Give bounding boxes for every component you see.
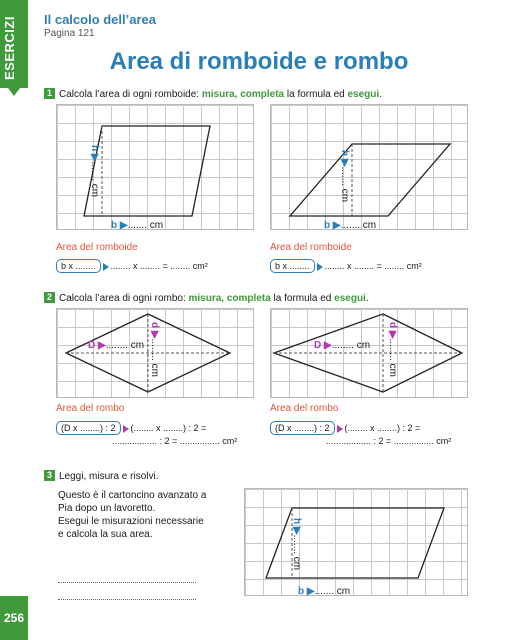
formula-right bbox=[270, 259, 422, 273]
instruction-bold: misura, completa bbox=[188, 293, 271, 304]
base-label-right: b ▶....... cm bbox=[324, 220, 377, 231]
instruction-text: . bbox=[379, 89, 382, 100]
problem-line: Esegui le misurazioni necessarie bbox=[58, 516, 204, 527]
diagonal-d-label-left: d ▶........ cm bbox=[149, 322, 160, 377]
formula-rest: ........ x ........ = ........ cm² bbox=[324, 261, 422, 271]
rombo-formula-left bbox=[56, 421, 206, 435]
answer-line[interactable] bbox=[58, 582, 196, 583]
page-reference: Pagina 121 bbox=[44, 28, 95, 39]
cartoncino-base-label: b ▶....... cm bbox=[298, 586, 351, 597]
rombo-formula-right-line2: .................. : 2 = ................ cm² bbox=[326, 436, 452, 446]
arrow-icon bbox=[103, 263, 109, 271]
instruction-text: Calcola l’area di ogni romboide: bbox=[59, 89, 202, 100]
sidebar-label: ESERCIZI bbox=[2, 16, 17, 80]
formula-rest: (........ x ........) : 2 = bbox=[344, 423, 421, 433]
height-label-right: h ▶....... cm bbox=[339, 150, 350, 203]
rombo-shape-right bbox=[270, 308, 468, 398]
formula-pill: (D x ........) : 2 bbox=[270, 421, 335, 435]
area-title-right: Area del romboide bbox=[270, 242, 352, 253]
arrow-icon bbox=[317, 263, 323, 271]
rombo-area-title-right: Area del rombo bbox=[270, 403, 339, 414]
exercise-number: 3 bbox=[44, 470, 55, 481]
exercise-number: 1 bbox=[44, 88, 55, 99]
page-title: Area di romboide e rombo bbox=[109, 48, 409, 75]
diagonal-d-label-right: d ▶........ cm bbox=[387, 322, 398, 377]
page-number: 256 bbox=[3, 611, 25, 625]
cartoncino-shape bbox=[244, 488, 468, 596]
exercise-number: 2 bbox=[44, 292, 55, 303]
diagonal-D-label-right: D ▶........ cm bbox=[314, 340, 371, 351]
instruction-bold: esegui bbox=[334, 293, 366, 304]
problem-line: Questo è il cartoncino avanzato a bbox=[58, 490, 207, 501]
instruction-text: la formula ed bbox=[284, 89, 348, 100]
formula-rest: ........ x ........ = ........ cm² bbox=[110, 261, 208, 271]
diagonal-D-label-left: D ▶........ cm bbox=[88, 340, 145, 351]
instruction-text: Calcola l’area di ogni rombo: bbox=[59, 293, 189, 304]
problem-line: Pia dopo un lavoretto. bbox=[58, 503, 156, 514]
instruction-text: . bbox=[365, 293, 369, 304]
instruction-text: la formula ed bbox=[270, 293, 335, 304]
answer-line[interactable] bbox=[58, 599, 196, 600]
base-label-left: b ▶....... cm bbox=[111, 220, 164, 231]
exercise-3-instruction bbox=[44, 470, 158, 482]
exercise-2-instruction bbox=[44, 292, 369, 304]
formula-pill: b x ........ bbox=[270, 259, 315, 273]
rombo-formula-right bbox=[270, 421, 420, 435]
arrow-icon bbox=[337, 425, 343, 433]
formula-pill: b x ........ bbox=[56, 259, 101, 273]
cartoncino-height-label: h ▶....... cm bbox=[291, 518, 302, 571]
romboide-shape-right bbox=[270, 104, 468, 230]
instruction-bold: misura, completa bbox=[201, 89, 285, 100]
problem-text bbox=[58, 489, 238, 541]
sidebar-notch bbox=[8, 88, 20, 96]
height-label-left: h ▶....... cm bbox=[89, 145, 100, 198]
rombo-area-title-left: Area del rombo bbox=[56, 403, 125, 414]
chapter-title: Il calcolo dell’area bbox=[44, 12, 156, 27]
instruction-bold: esegui bbox=[347, 89, 380, 100]
formula-left bbox=[56, 259, 208, 273]
exercise-1-instruction bbox=[44, 88, 382, 100]
area-title-left: Area del romboide bbox=[56, 242, 138, 253]
instruction-text: Leggi, misura e risolvi. bbox=[59, 471, 159, 482]
formula-pill: (D x ........) : 2 bbox=[56, 421, 121, 435]
arrow-icon bbox=[123, 425, 129, 433]
problem-line: e calcola la sua area. bbox=[58, 529, 153, 540]
romboide-shape-left bbox=[56, 104, 254, 230]
formula-rest: (........ x ........) : 2 = bbox=[130, 423, 207, 433]
rombo-formula-left-line2: .................. : 2 = ................ cm² bbox=[112, 436, 238, 446]
